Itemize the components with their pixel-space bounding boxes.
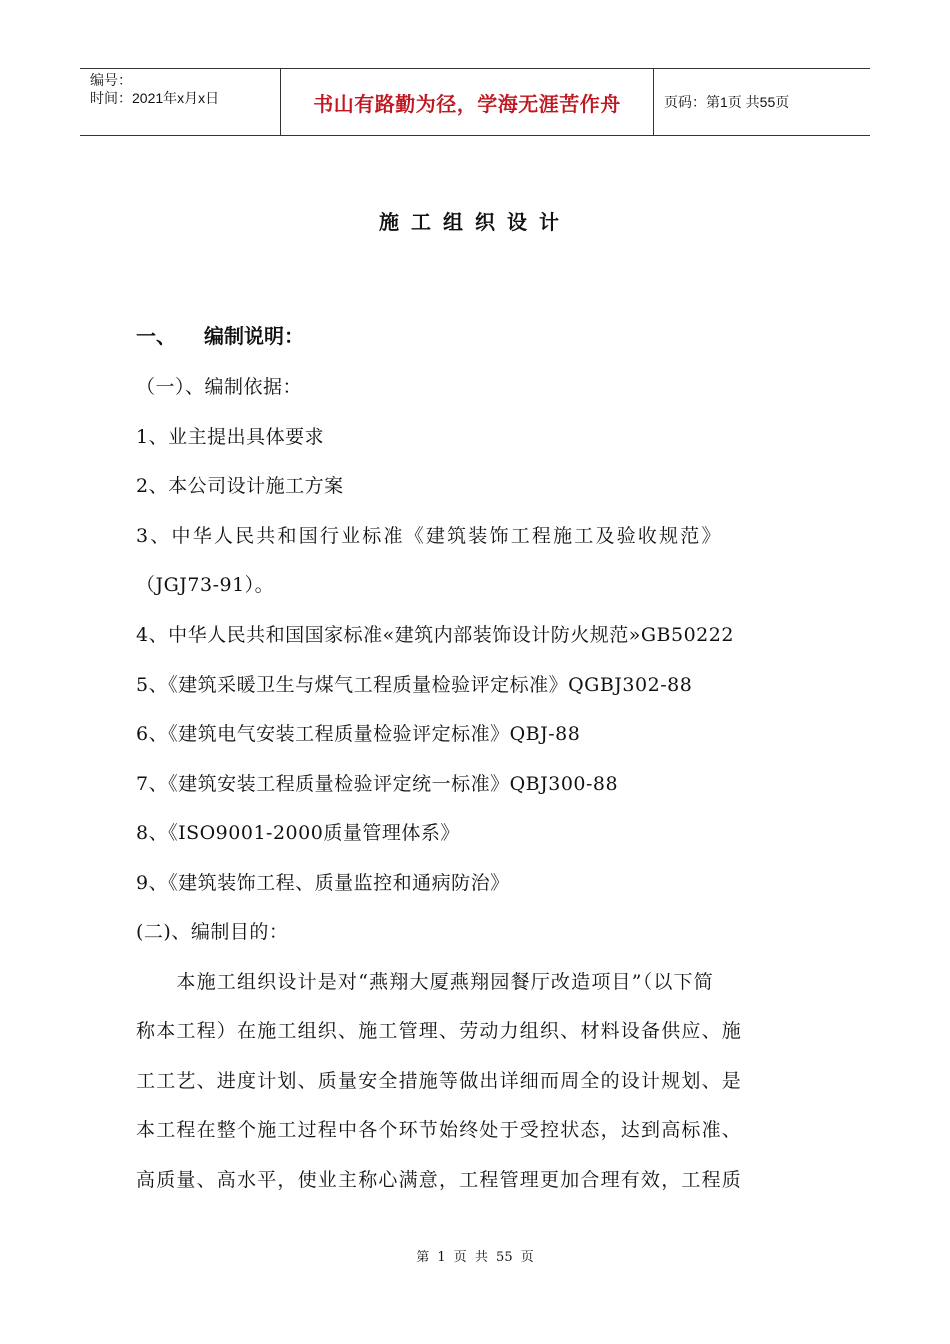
list-item: 1、业主提出具体要求 xyxy=(136,426,325,448)
time-label: 时间：2021年x月x日 xyxy=(90,90,220,106)
list-item: 6、《建筑电气安装工程质量检验评定标准》QBJ-88 xyxy=(136,723,581,745)
list-item: 9、《建筑装饰工程、质量监控和通病防治》 xyxy=(136,872,510,894)
paragraph-line: 本施工组织设计是对“燕翔大厦燕翔园餐厅改造项目”（以下简 xyxy=(136,971,714,993)
section-title: 编制说明： xyxy=(204,324,304,348)
list-item: 7、《建筑安装工程质量检验评定统一标准》QBJ300-88 xyxy=(136,773,619,795)
subsection-heading: （一）、编制依据： xyxy=(136,376,303,398)
list-item: 3、中华人民共和国行业标准《建筑装饰工程施工及验收规范》 xyxy=(136,525,723,547)
list-item-continuation: （JGJ73-91）。 xyxy=(136,574,275,596)
header-meta-cell xyxy=(80,69,281,135)
paragraph-line: 高质量、高水平，使业主称心满意，工程管理更加合理有效，工程质 xyxy=(136,1169,743,1191)
page-footer: 第 1 页 共 55 页 xyxy=(416,1250,534,1265)
serial-label: 编号： xyxy=(90,72,132,88)
paragraph-line: 本工程在整个施工过程中各个环节始终处于受控状态，达到高标准、 xyxy=(136,1119,743,1141)
list-item: 4、中华人民共和国国家标准«建筑内部装饰设计防火规范»GB50222 xyxy=(136,624,734,646)
motto-text: 书山有路勤为径，学海无涯苦作舟 xyxy=(313,91,621,116)
header-page-cell xyxy=(654,69,870,135)
section-number: 一、 xyxy=(136,324,176,348)
paragraph-line: 工工艺、进度计划、质量安全措施等做出详细而周全的设计规划、是 xyxy=(136,1070,743,1092)
section-heading xyxy=(136,320,304,349)
list-item: 2、本公司设计施工方案 xyxy=(136,475,344,497)
page-info: 页码：第1页 共55页 xyxy=(664,94,790,110)
page-header xyxy=(80,68,870,136)
subsection-heading: (二)、编制目的： xyxy=(136,921,289,943)
list-item: 5、《建筑采暖卫生与煤气工程质量检验评定标准》QGBJ302-88 xyxy=(136,674,693,696)
document-title: 施工组织设计 xyxy=(379,210,571,234)
list-item: 8、《ISO9001-2000质量管理体系》 xyxy=(136,822,460,844)
paragraph-line: 称本工程）在施工组织、施工管理、劳动力组织、材料设备供应、施 xyxy=(136,1020,743,1042)
header-motto-cell xyxy=(281,69,654,135)
